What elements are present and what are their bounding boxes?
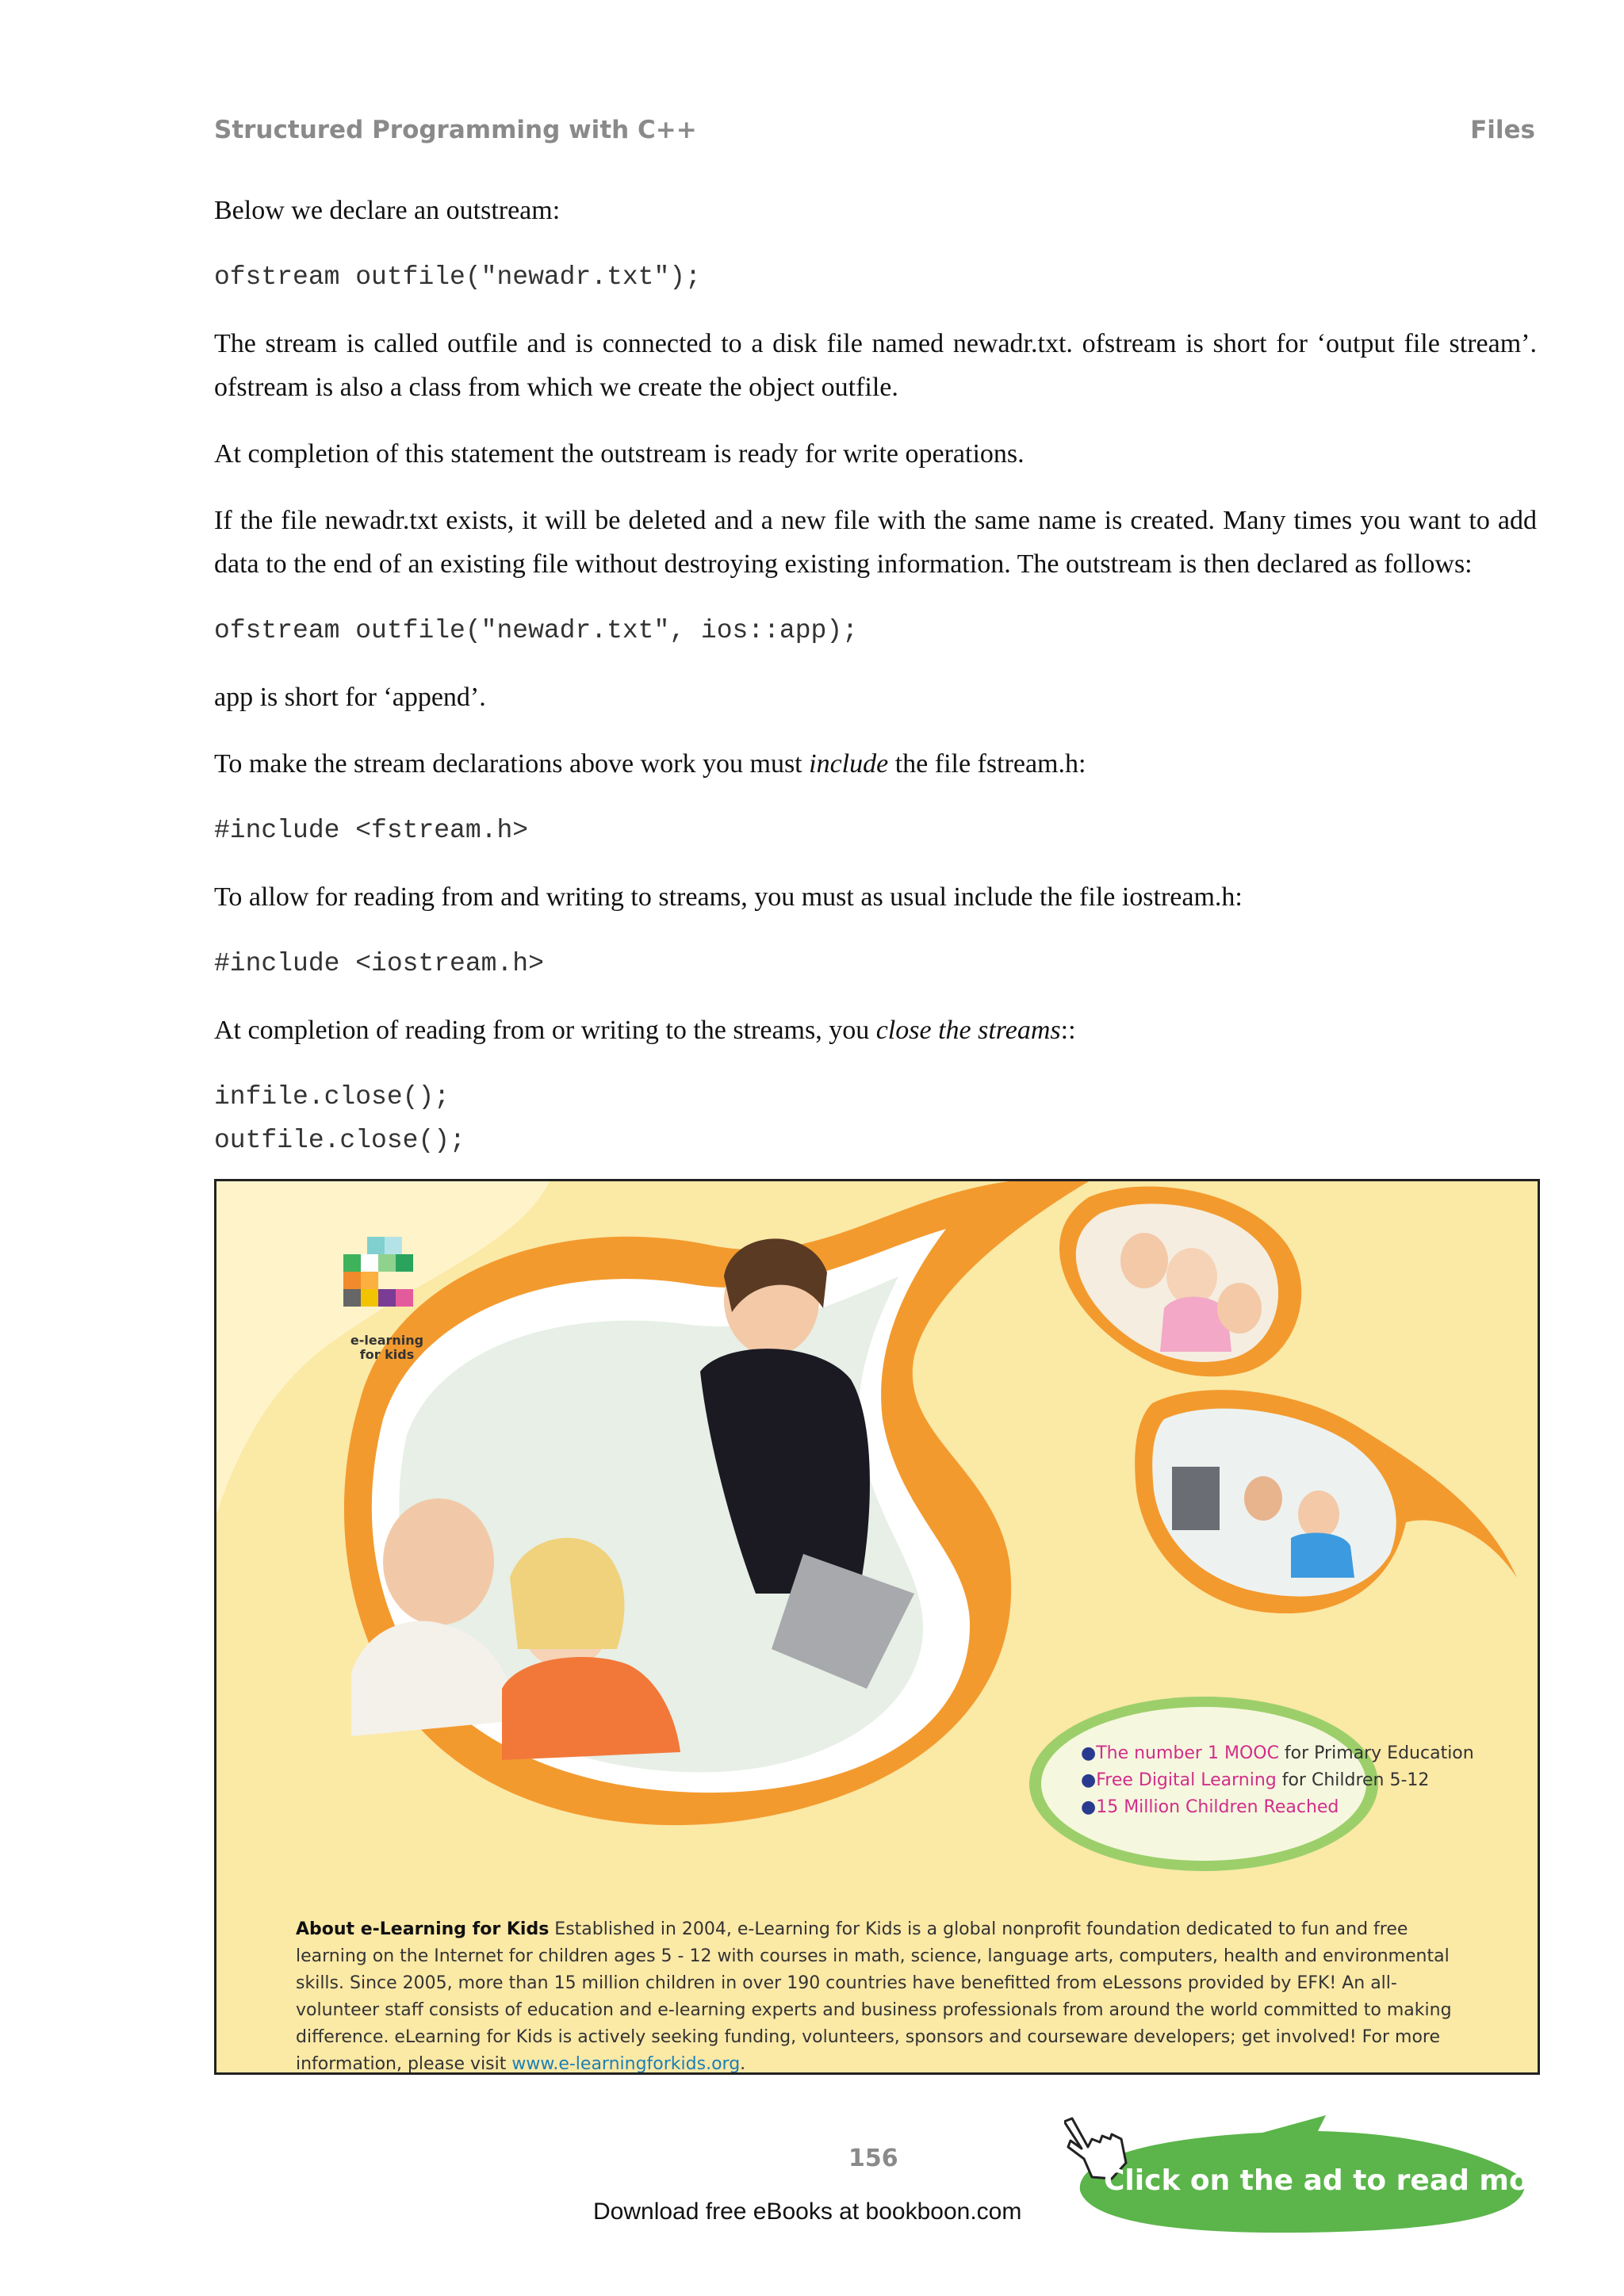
paragraph: Below we declare an outstream: — [214, 196, 561, 225]
text-run: At completion of reading from or writing to the streams, you — [214, 1016, 876, 1045]
text-run: the file fstream.h: — [888, 749, 1086, 779]
about-link[interactable]: www.e-learningforkids.org — [511, 2054, 741, 2074]
code-line: #include <fstream.h> — [214, 816, 529, 845]
running-header-title: Structured Programming with C++ — [214, 116, 697, 144]
bullet-highlight: Free Digital Learning — [1096, 1770, 1277, 1790]
paragraph — [214, 1008, 1537, 1052]
paragraph: To allow for reading from and writing to streams, you must as usual include the file iostream.h: — [214, 882, 1243, 912]
page-number: 156 — [848, 2145, 898, 2172]
emphasis: include — [809, 749, 889, 779]
emphasis: close the streams — [875, 1016, 1061, 1045]
bullet-item: ●Free Digital Learning for Children 5-12 — [1081, 1770, 1430, 1790]
code-line: ofstream outfile("newadr.txt"); — [214, 262, 701, 292]
text-run: :: — [1060, 1016, 1076, 1045]
download-footer[interactable]: Download free eBooks at bookboon.com — [593, 2198, 1022, 2225]
ad-bullets — [1081, 1740, 1474, 1821]
about-body: Established in 2004, e-Learning for Kids is a global nonprofit foundation dedicated to fun and free learning on the Internet for children ages 5 - 12 with courses in math, science, language arts, computers, health and environmental skills. Since 2005, more than 15 million children in over 190 countries have benefitted from eLessons provided by EFK! An all-volunteer staff consists of education and e-learning experts and business professionals from around the world committed to making difference. eLearning for Kids is actively seeking funding, volunteers, sponsors and courseware developers; get involved! For more information, please visit — [296, 1919, 1452, 2074]
paragraph: app is short for ‘append’. — [214, 683, 486, 712]
page-content — [214, 189, 1537, 1162]
code-line: infile.close(); — [214, 1082, 450, 1112]
logo-line: for kids — [359, 1347, 415, 1362]
code-line: outfile.close(); — [214, 1126, 465, 1155]
bullet-item: ●15 Million Children Reached — [1081, 1797, 1339, 1817]
logo-line: e-learning — [350, 1333, 424, 1348]
bullet-highlight: 15 Million Children Reached — [1096, 1797, 1339, 1817]
running-header-chapter: Files — [1470, 116, 1535, 144]
click-ad-button[interactable]: Click on the ad to read more — [1104, 2164, 1562, 2197]
bullet-text: for Primary Education — [1278, 1743, 1474, 1763]
paragraph — [214, 742, 1537, 786]
ad-about-text — [296, 1916, 1461, 2075]
about-end: . — [740, 2054, 746, 2074]
code-line: ofstream outfile("newadr.txt", ios::app); — [214, 616, 858, 645]
advertisement-banner[interactable] — [214, 1179, 1540, 2075]
elearning-logo-text — [343, 1334, 431, 1362]
text-run: To make the stream declarations above work you must — [214, 749, 810, 779]
paragraph: At completion of this statement the outstream is ready for write operations. — [214, 439, 1025, 469]
bullet-highlight: The number 1 MOOC — [1096, 1743, 1279, 1763]
about-title: About e-Learning for Kids — [296, 1919, 550, 1939]
paragraph: The stream is called outfile and is connected to a disk file named newadr.txt. ofstream is short for ‘output file stream’. ofstream is also a class from which we create the object outfile. — [214, 329, 1537, 402]
bullet-item: ●The number 1 MOOC for Primary Education — [1081, 1743, 1474, 1763]
bullet-text: for Children 5-12 — [1276, 1770, 1430, 1790]
code-line: #include <iostream.h> — [214, 949, 544, 978]
paragraph: If the file newadr.txt exists, it will be deleted and a new file with the same name is created. Many times you want to add data to the end of an existing file without destroying existing information. The outstream is then declared as follows: — [214, 506, 1537, 579]
